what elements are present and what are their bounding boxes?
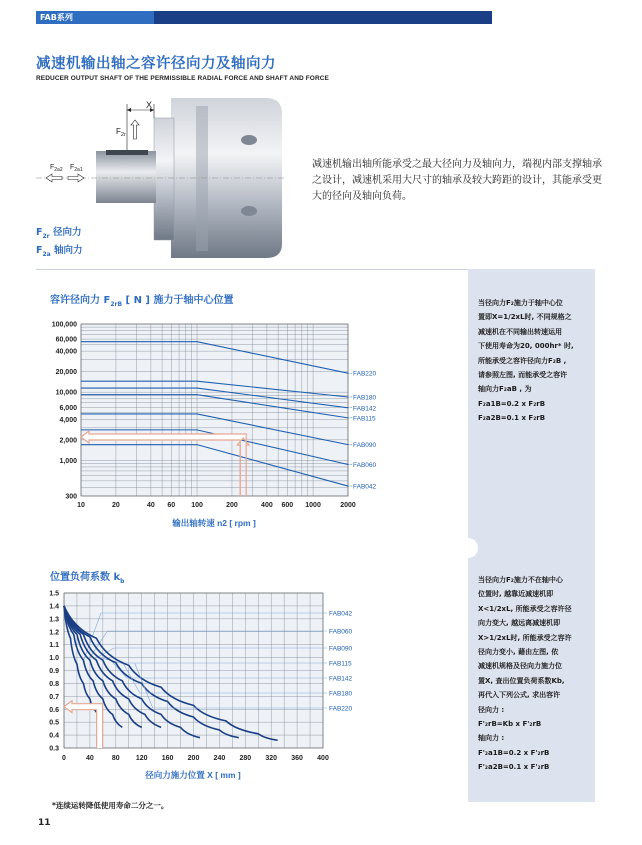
legend-axial: $F_{2a}$ 轴向力	[36, 244, 83, 258]
y-tick-label: 1.2	[49, 629, 59, 637]
note1-line: 当径向力F₂施力于轴中心位	[478, 299, 563, 307]
series-label-fab115: FAB115	[329, 660, 352, 668]
note1-formula2: F₂a2B=0.1 x F₂rB	[478, 414, 546, 423]
y-tick-label: 1.3	[49, 616, 59, 624]
y-tick-label: 60,000	[55, 336, 77, 344]
x-tick-label: 200	[226, 502, 238, 509]
note1-line: 减速机在不同输出转速运用	[478, 327, 562, 336]
series-label-fab042: FAB042	[353, 483, 377, 491]
x-tick-label: 60	[167, 502, 176, 509]
y-tick-label: 1.5	[49, 590, 59, 598]
dim-x-label: X	[146, 100, 153, 110]
note2-formula2: F'₂a2B=0.1 x F'₂rB	[478, 763, 550, 772]
note2-lines	[478, 573, 590, 717]
x-tick-label: 2000	[340, 502, 356, 509]
y-tick-label: 100,000	[51, 321, 77, 329]
x-tick-label: 400	[261, 502, 273, 509]
note-position-factor	[478, 573, 590, 775]
y-tick-label: 20,000	[55, 369, 77, 377]
chart1-title: 容许径向力 $F_{2rB}$ [ N ] 施力于轴中心位置	[50, 295, 234, 308]
x-tick-label: 400	[317, 755, 329, 762]
series-label-fab142: FAB142	[329, 675, 353, 683]
axial-force-1-label: $F_{2a1}$	[70, 164, 83, 173]
series-label-fab060: FAB060	[329, 628, 353, 636]
note2-formula-r: F'₂rB=Kb x F'₂rB	[478, 720, 542, 729]
note1-line: 请参照左图, 而能承受之容许	[478, 371, 568, 380]
note-radial-center	[478, 296, 590, 426]
x-tick-label: 100	[191, 502, 203, 509]
radial-force-label: $F_{2r}$	[116, 127, 126, 138]
x-tick-label: 20	[112, 502, 120, 509]
radial-force-chart	[36, 310, 441, 535]
series-label-fab090: FAB090	[329, 645, 353, 653]
description-text: 减速机输出轴所能承受之最大径向力及轴向力，端视内部支撑轴承之设计，减速机采用大尺寸的轴承及较大跨距的设计，其能承受更大的径向及轴向负荷。	[312, 159, 602, 202]
page-title: 减速机输出轴之容许径向力及轴向力	[36, 56, 276, 72]
header-bar	[36, 11, 492, 24]
x-tick-label: 200	[187, 755, 200, 762]
x-tick-label: 360	[291, 755, 303, 762]
note2-line: 向力变大, 越远离减速机即	[478, 619, 561, 628]
y-tick-label: 0.9	[49, 668, 59, 675]
y-tick-label: 2,000	[59, 437, 77, 445]
y-tick-label: 1.0	[49, 655, 59, 663]
note1-line: 轴向力F₂aB , 为	[478, 385, 532, 394]
position-factor-chart	[36, 585, 441, 785]
page-subtitle: REDUCER OUTPUT SHAFT OF THE PERMISSIBLE RADIAL FORCE AND SHAFT AND FORCE	[36, 75, 329, 82]
y-tick-label: 1,000	[59, 457, 77, 465]
output-shaft	[96, 151, 156, 203]
note1-line: 置即X=1/2xL时, 不同规格之	[478, 313, 572, 322]
series-tag: FAB系列	[36, 11, 154, 24]
y-tick-label: 6,000	[59, 404, 77, 412]
series-label-fab115: FAB115	[353, 415, 376, 423]
series-label-fab220: FAB220	[353, 370, 377, 378]
page-number: 11	[38, 818, 51, 828]
note1-line: 所能承受之容许径向力F₂B ,	[478, 356, 567, 365]
note2-formula1: F'₂a1B=0.2 x F'₂rB	[478, 748, 550, 757]
series-label-fab090: FAB090	[353, 442, 377, 450]
x-tick-label: 1000	[305, 502, 321, 509]
x-tick-label: 240	[213, 755, 226, 762]
note2-line: X<1/2xL, 所能承受之容许径	[478, 604, 572, 613]
x-axis-label: 径向力施力位置 X [ mm ]	[145, 770, 241, 780]
note2-line: 置X, 查出位置负荷系数Kb,	[478, 676, 565, 685]
section-divider	[36, 269, 468, 270]
y-tick-label: 0.8	[49, 680, 59, 688]
x-tick-label: 40	[146, 502, 155, 509]
sidebar-notch	[458, 538, 478, 558]
note2-axial-label: 轴向力 :	[478, 734, 505, 743]
x-tick-label: 80	[111, 755, 120, 762]
x-tick-label: 160	[161, 755, 174, 762]
y-tick-label: 0.4	[49, 732, 59, 740]
x-tick-label: 0	[62, 755, 66, 762]
series-label-fab180: FAB180	[329, 690, 353, 698]
x-tick-label: 40	[86, 755, 94, 762]
note1-formula1: F₂a1B=0.2 x F₂rB	[478, 399, 546, 408]
note2-line: 径向力变小, 藉由左图, 依	[478, 648, 559, 657]
y-tick-label: 4,000	[59, 416, 77, 424]
y-tick-label: 10,000	[55, 389, 77, 397]
y-tick-label: 1.4	[49, 603, 59, 611]
series-label-fab060: FAB060	[353, 461, 377, 469]
x-tick-label: 280	[239, 755, 252, 762]
x-tick-label: 10	[77, 502, 85, 509]
note2-line: 位置时, 越靠近减速机即	[478, 590, 554, 599]
note2-line: 减速机规格及径向力施力位	[478, 662, 562, 671]
note2-line: 径向力 :	[478, 705, 505, 714]
x-axis-label: 输出轴转速 n2 [ rpm ]	[172, 518, 256, 528]
series-label-fab180: FAB180	[353, 394, 377, 402]
legend-radial: $F_{2r}$ 径向力	[36, 227, 82, 240]
force-legend	[36, 226, 83, 262]
note1-line: 下使用寿命为20, 000hr* 时,	[478, 342, 574, 351]
y-tick-label: 1.1	[49, 642, 59, 650]
note2-line: 再代入下列公式, 求出容许	[478, 691, 561, 700]
note1-lines	[478, 296, 590, 397]
series-label-fab042: FAB042	[329, 610, 353, 618]
series-label-fab220: FAB220	[329, 705, 353, 713]
chart2-title: 位置负荷系数 $k_b$	[50, 572, 125, 585]
y-tick-label: 0.3	[49, 745, 59, 753]
y-tick-label: 40,000	[55, 348, 77, 356]
note2-line: 当径向力F₂施力不在轴中心	[478, 576, 563, 584]
axial-force-2-label: $F_{2a2}$	[50, 164, 63, 173]
series-label-fab142: FAB142	[353, 405, 377, 413]
y-tick-label: 0.7	[49, 693, 59, 701]
y-tick-label: 300	[65, 493, 77, 501]
footnote: *连续运转降低使用寿命二分之一。	[52, 801, 169, 810]
note2-line: X>1/2xL时, 所能承受之容许	[478, 633, 572, 642]
x-tick-label: 320	[265, 755, 278, 762]
x-tick-label: 120	[135, 755, 148, 762]
x-tick-label: 600	[281, 502, 294, 509]
y-tick-label: 0.5	[49, 719, 59, 727]
y-tick-label: 0.6	[49, 706, 59, 714]
